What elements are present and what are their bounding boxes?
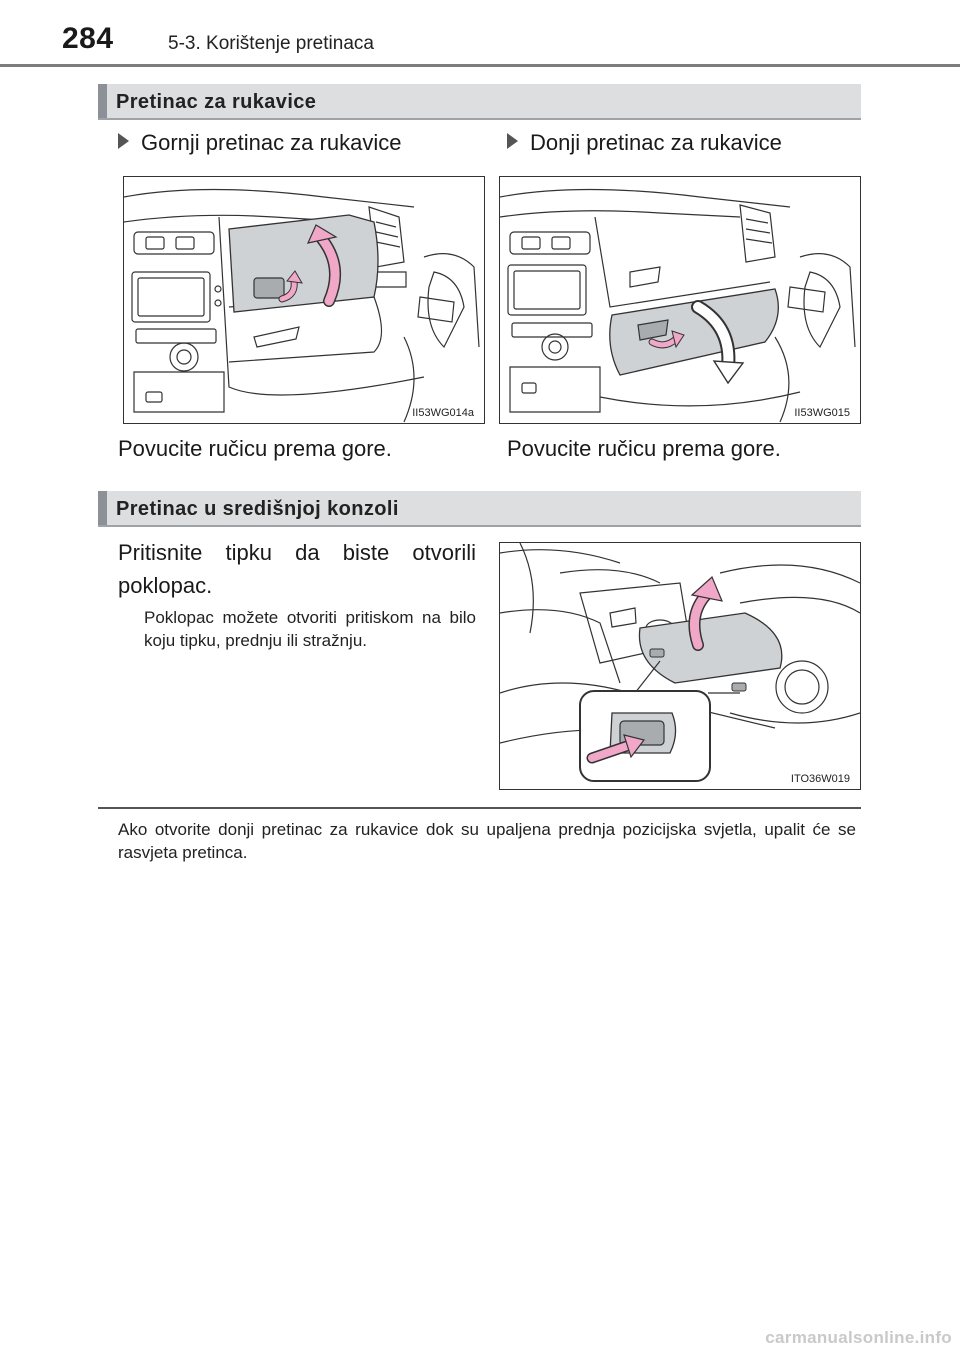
subheading-text: Gornji pretinac za rukavice bbox=[141, 130, 402, 155]
console-illustration bbox=[500, 543, 860, 789]
figure-console-box bbox=[499, 542, 861, 790]
subheading-text: Donji pretinac za rukavice bbox=[530, 130, 782, 155]
section-heading-glove-box bbox=[98, 84, 861, 120]
section-heading-bar bbox=[98, 491, 107, 525]
figure-code: II53WG015 bbox=[794, 407, 850, 419]
header-divider bbox=[0, 64, 960, 67]
chapter-title: 5-3. Korištenje pretinaca bbox=[168, 33, 374, 54]
caption-lower-glove-box: Povucite ručicu prema gore. bbox=[507, 436, 781, 461]
section-heading-bar bbox=[98, 84, 107, 118]
watermark: carmanualsonline.info bbox=[765, 1328, 952, 1347]
figure-lower-glove-box bbox=[499, 176, 861, 424]
figure-code: ITO36W019 bbox=[790, 773, 850, 785]
triangle-bullet-icon bbox=[507, 133, 518, 149]
instruction-note: Poklopac možete otvoriti pritiskom na bilo koju tipku, prednju ili stražnju. bbox=[144, 608, 476, 650]
figure-upper-glove-box bbox=[123, 176, 485, 424]
section-heading-text: Pretinac u središnjoj konzoli bbox=[116, 498, 399, 520]
page-number: 284 bbox=[62, 22, 114, 55]
subheading-upper-glove-box bbox=[118, 130, 401, 156]
section-heading-console-box bbox=[98, 491, 861, 527]
triangle-bullet-icon bbox=[118, 133, 129, 149]
dashboard-illustration-lower bbox=[500, 177, 860, 423]
info-divider bbox=[98, 807, 861, 809]
caption-upper-glove-box: Povucite ručicu prema gore. bbox=[118, 436, 392, 461]
figure-code: II53WG014a bbox=[412, 407, 474, 419]
info-note: Ako otvorite donji pretinac za rukavice dok su upaljena prednja pozicijska svjetla, upalit će se rasvjeta pretinca. bbox=[118, 820, 856, 862]
section-heading-text: Pretinac za rukavice bbox=[116, 91, 317, 113]
dashboard-illustration-upper bbox=[124, 177, 484, 423]
instruction-text: Pritisnite tipku da biste otvorili poklopac. bbox=[118, 540, 476, 598]
subheading-lower-glove-box bbox=[507, 130, 782, 156]
